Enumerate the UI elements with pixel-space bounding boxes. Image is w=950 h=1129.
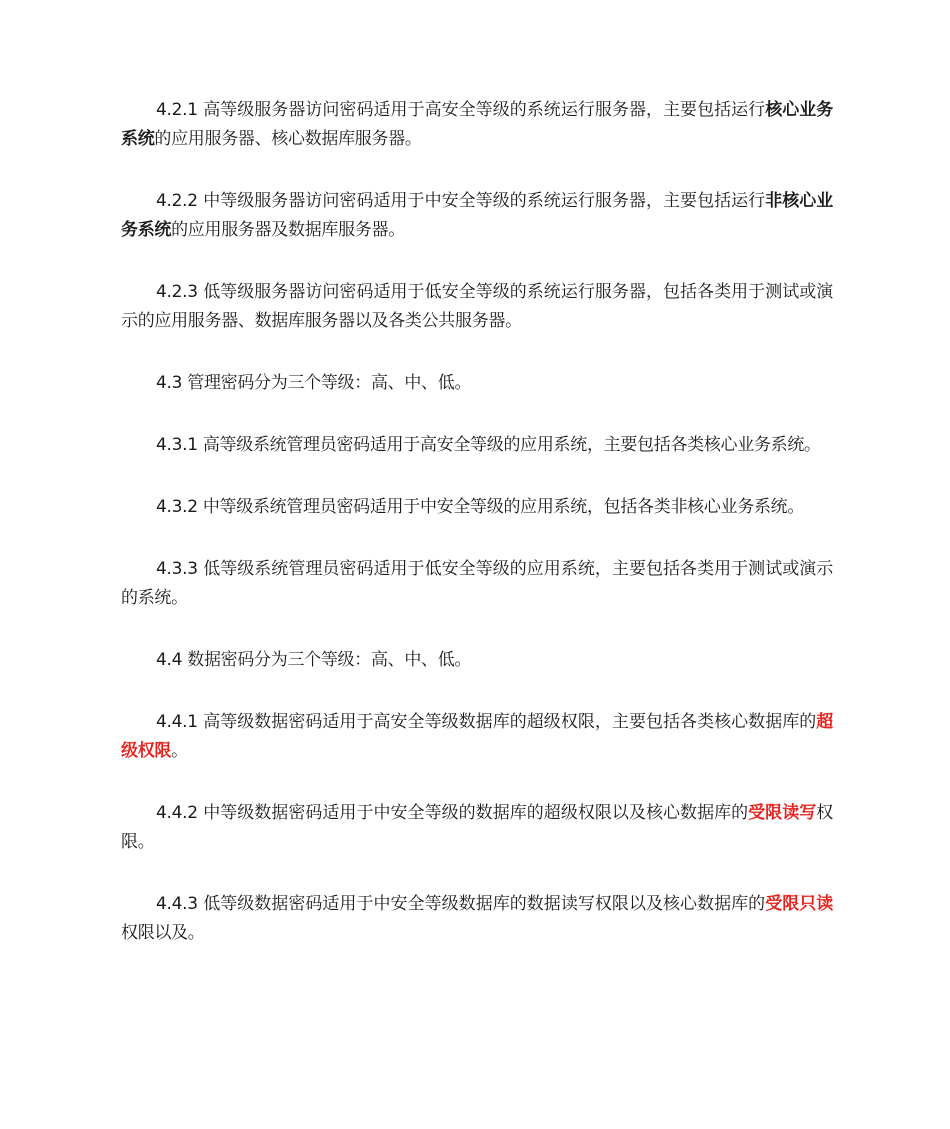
paragraph-4-4-2 bbox=[121, 799, 833, 857]
document-body bbox=[121, 96, 833, 981]
paragraph-4-3-1 bbox=[121, 431, 833, 460]
paragraph-text: 4.2.3 低等级服务器访问密码适用于低安全等级的系统运行服务器，包括各类用于测试或演示的应用服务器、数据库服务器以及各类公共服务器。 bbox=[121, 282, 833, 331]
paragraph-text: 权限。 bbox=[121, 803, 833, 852]
paragraph-text: 4.3.1 高等级系统管理员密码适用于高安全等级的应用系统，主要包括各类核心业务系统。 bbox=[156, 435, 821, 455]
paragraph-4-3 bbox=[121, 369, 833, 398]
paragraph-text: 4.2.1 高等级服务器访问密码适用于高安全等级的系统运行服务器，主要包括运行 bbox=[156, 100, 766, 120]
paragraph-4-4-3 bbox=[121, 890, 833, 948]
paragraph-4-3-3 bbox=[121, 555, 833, 613]
paragraph-text: 4.3.2 中等级系统管理员密码适用于中安全等级的应用系统，包括各类非核心业务系统。 bbox=[156, 497, 805, 517]
paragraph-text: 的应用服务器、核心数据库服务器。 bbox=[154, 129, 422, 149]
paragraph-text: 4.3.3 低等级系统管理员密码适用于低安全等级的应用系统，主要包括各类用于测试或演示的系统。 bbox=[121, 559, 833, 608]
paragraph-text: 4.4.1 高等级数据密码适用于高安全等级数据库的超级权限，主要包括各类核心数据库的 bbox=[156, 712, 817, 732]
paragraph-text: 权限以及。 bbox=[121, 923, 205, 943]
paragraph-4-2-2 bbox=[121, 187, 833, 245]
paragraph-text: 4.3 管理密码分为三个等级：高、中、低。 bbox=[156, 373, 472, 393]
highlight-text: 受限读写 bbox=[748, 803, 817, 823]
paragraph-text: 4.4 数据密码分为三个等级：高、中、低。 bbox=[156, 650, 472, 670]
highlight-text: 超级权限 bbox=[121, 712, 833, 761]
paragraph-4-4-1 bbox=[121, 708, 833, 766]
paragraph-4-4 bbox=[121, 646, 833, 675]
highlight-text: 受限只读 bbox=[765, 894, 833, 914]
paragraph-4-3-2 bbox=[121, 493, 833, 522]
paragraph-text: 4.4.3 低等级数据密码适用于中安全等级数据库的数据读写权限以及核心数据库的 bbox=[156, 894, 766, 914]
bold-text: 非核心业务系统 bbox=[121, 191, 833, 240]
paragraph-text: 的应用服务器及数据库服务器。 bbox=[171, 220, 405, 240]
bold-text: 核心业务系统 bbox=[121, 100, 833, 149]
paragraph-text: 4.2.2 中等级服务器访问密码适用于中安全等级的系统运行服务器，主要包括运行 bbox=[156, 191, 766, 211]
paragraph-4-2-3 bbox=[121, 278, 833, 336]
paragraph-text: 4.4.2 中等级数据密码适用于中安全等级的数据库的超级权限以及核心数据库的 bbox=[156, 803, 749, 823]
paragraph-text: 。 bbox=[171, 741, 188, 761]
paragraph-4-2-1 bbox=[121, 96, 833, 154]
